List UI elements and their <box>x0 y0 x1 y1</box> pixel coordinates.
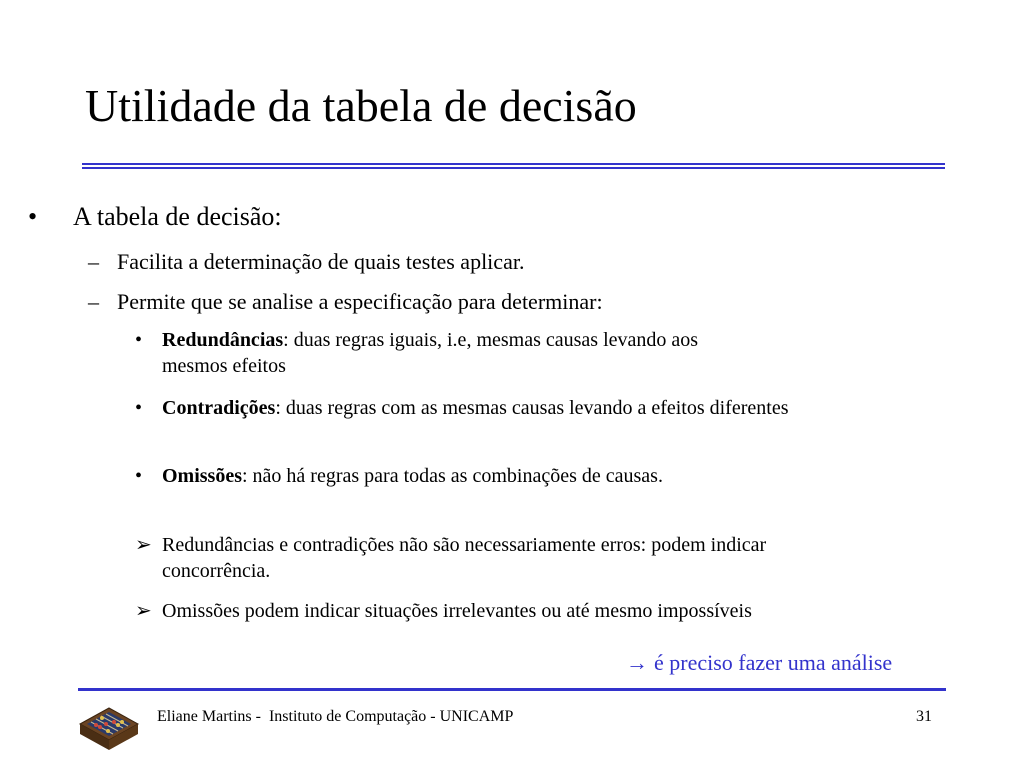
subitem-text: Permite que se analise a especificação para determinar: <box>117 289 603 314</box>
slide-title: Utilidade da tabela de decisão <box>85 80 637 131</box>
bullet-mark: • <box>135 397 143 419</box>
detail-text <box>162 327 755 379</box>
arrowhead-bullet-icon: ➢ <box>135 600 152 622</box>
note-text: Redundâncias e contradições não são necessariamente erros: podem indicar concorrência. <box>162 534 767 582</box>
bullet-mark: • <box>135 465 143 487</box>
detail-text <box>162 463 745 489</box>
title-divider <box>82 163 945 171</box>
detail-text <box>162 395 805 421</box>
conclusion-text: é preciso fazer uma análise <box>654 650 893 675</box>
arrowhead-bullet-icon: ➢ <box>135 534 152 556</box>
footer-divider <box>78 688 946 691</box>
subitem-text: Facilita a determinação de quais testes aplicar. <box>117 249 525 274</box>
title-divider-line-bottom <box>82 167 945 169</box>
bullet-mark: • <box>28 202 38 231</box>
detail-omissoes <box>135 463 745 489</box>
detail-description: : duas regras com as mesmas causas levando a efeitos diferentes <box>275 397 789 419</box>
title-divider-line-top <box>82 163 945 165</box>
note-redundancias-contradicoes <box>135 532 795 584</box>
detail-contradicoes <box>135 395 805 421</box>
note-text: Omissões podem indicar situações irrelevantes ou até mesmo impossíveis <box>162 600 752 622</box>
footer-text: Eliane Martins - Instituto de Computação - UNICAMP <box>157 708 514 725</box>
bullet-mark: • <box>135 329 143 351</box>
conclusion-note <box>626 648 892 678</box>
detail-term: Redundâncias <box>162 329 284 351</box>
detail-description: : não há regras para todas as combinações de causas. <box>242 465 663 487</box>
dash-mark: – <box>88 249 99 274</box>
detail-term: Contradições <box>162 397 276 419</box>
note-omissoes <box>135 598 800 624</box>
page-number: 31 <box>916 708 932 725</box>
detail-redundancias <box>135 327 755 379</box>
detail-description: : duas regras iguais, i.e, mesmas causas levando aos mesmos efeitos <box>162 329 699 377</box>
detail-term: Omissões <box>162 465 242 487</box>
right-arrow-icon: → <box>626 650 648 675</box>
main-bullet-text: A tabela de decisão: <box>73 202 282 231</box>
abacus-icon <box>78 698 140 752</box>
dash-mark: – <box>88 289 99 314</box>
